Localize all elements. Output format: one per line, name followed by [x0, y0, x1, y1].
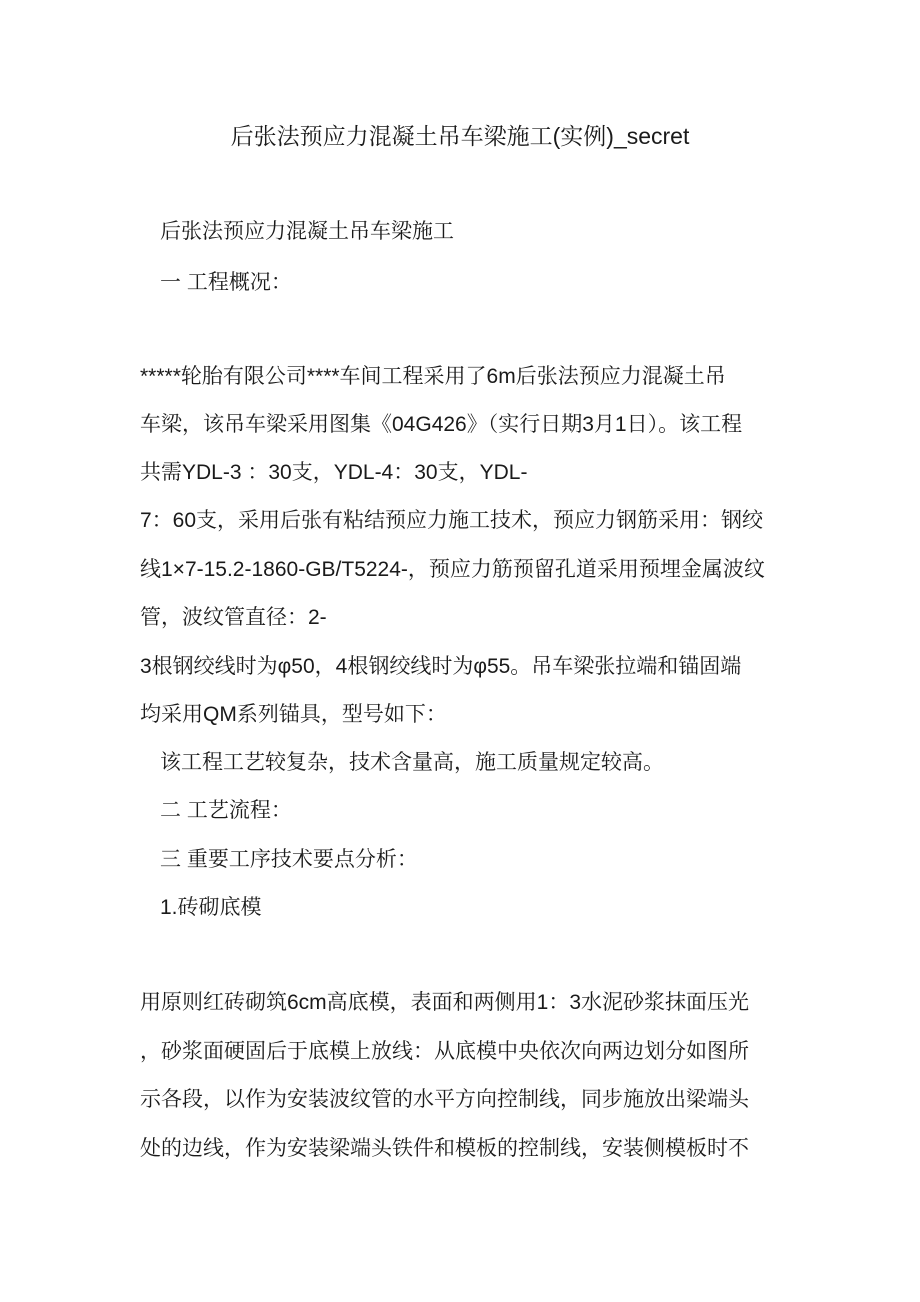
subsection-heading-brick-bottom-form: 1.砖砌底模	[160, 896, 262, 919]
paragraph-complexity: 该工程工艺较复杂，技术含量高，施工质量规定较高。	[160, 751, 664, 774]
paragraph-line: 共需YDL-3 ：30支，YDL-4：30支，YDL-	[140, 461, 528, 484]
document-subtitle: 后张法预应力混凝土吊车梁施工	[160, 220, 454, 243]
paragraph-line: 管，波纹管直径：2-	[140, 606, 327, 629]
paragraph-line: 7：60支，采用后张有粘结预应力施工技术，预应力钢筋采用：钢绞	[140, 509, 764, 532]
section-heading-process-flow: 二 工艺流程：	[160, 799, 292, 822]
paragraph-line: 示各段，以作为安装波纹管的水平方向控制线，同步施放出梁端头	[140, 1088, 749, 1111]
paragraph-line: 3根钢绞线时为φ50，4根钢绞线时为φ55。吊车梁张拉端和锚固端	[140, 655, 742, 678]
section-heading-key-points: 三 重要工序技术要点分析：	[160, 848, 418, 871]
paragraph-line: 处的边线，作为安装梁端头铁件和模板的控制线，安装侧模板时不	[140, 1137, 749, 1160]
document-title: 后张法预应力混凝土吊车梁施工(实例)_secret	[230, 123, 690, 149]
section-heading-overview: 一 工程概况：	[160, 271, 292, 294]
paragraph-line: *****轮胎有限公司****车间工程采用了6m后张法预应力混凝土吊	[140, 365, 726, 388]
paragraph-line: 用原则红砖砌筑6cm高底模，表面和两侧用1：3水泥砂浆抹面压光	[140, 991, 750, 1014]
paragraph-line: 车梁，该吊车梁采用图集《04G426》（实行日期3月1日）。该工程	[140, 413, 743, 436]
paragraph-line: ，砂浆面硬固后于底模上放线：从底模中央依次向两边划分如图所	[140, 1040, 749, 1063]
paragraph-line: 均采用QM系列锚具，型号如下：	[140, 703, 447, 726]
paragraph-line: 线1×7-15.2-1860-GB/T5224-，预应力筋预留孔道采用预埋金属波纹	[140, 558, 765, 581]
